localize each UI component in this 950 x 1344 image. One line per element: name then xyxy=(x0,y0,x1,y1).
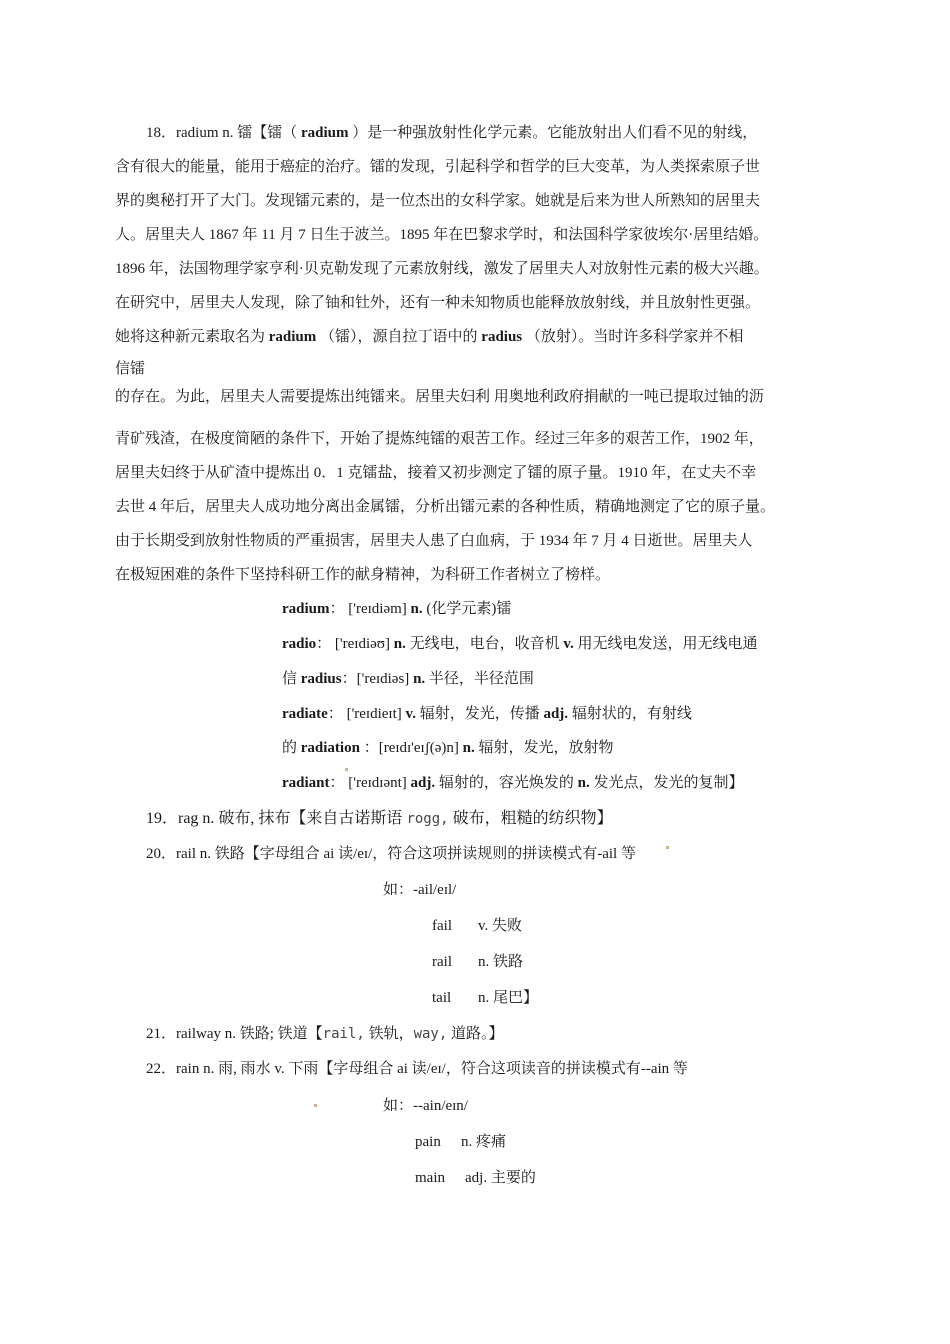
text: 18．radium n. 镭【镭（ xyxy=(146,125,301,141)
text: n. xyxy=(462,740,475,756)
p18-line-7 xyxy=(115,327,743,347)
text: ：['reɪdiəs] xyxy=(341,671,414,687)
p18-line-10: 青矿残渣，在极度简陋的条件下，开始了提炼纯镭的艰苦工作。经过三年多的艰苦工作，1902 年， xyxy=(115,431,764,447)
entry-21 xyxy=(146,1024,504,1044)
p18-line-5: 1896 年，法国物理学家亨利·贝克勒发现了元素放射线，激发了居里夫人对放射性元素的极大兴趣。 xyxy=(115,261,769,277)
p18-line-2: 含有很大的能量，能用于癌症的治疗。镭的发现，引起科学和哲学的巨大变革，为人类探索原子世 xyxy=(115,159,761,175)
text: 用无线电发送，用无线电通 xyxy=(573,636,758,652)
word-radium xyxy=(282,599,511,619)
text: 信 xyxy=(282,671,301,687)
word-radiate xyxy=(282,704,692,724)
text: 21．railway n. 铁路; 铁道【 xyxy=(146,1026,323,1042)
text: radiate xyxy=(282,706,328,722)
text: 辐射的，容光焕发的 xyxy=(435,775,578,791)
text: ： ['reɪdiəm] xyxy=(329,601,411,617)
text: 铁轨， xyxy=(364,1026,414,1042)
text: radiation xyxy=(300,740,360,756)
text: 道路。】 xyxy=(447,1026,504,1042)
word-radiation xyxy=(282,738,613,758)
entry-22-row-pain-def: n. 疼痛 xyxy=(461,1134,507,1150)
p18-line-11: 居里夫妇终于从矿渣中提炼出 0．1 克镭盐，接着又初步测定了镭的原子量。1910 年，在丈夫不幸 xyxy=(115,465,757,481)
entry-20-row-tail-word: tail xyxy=(432,990,452,1006)
text: ： ['reɪdɪənt] xyxy=(329,775,411,791)
text: 她将这种新元素取名为 xyxy=(115,329,269,345)
text: way, xyxy=(413,1026,448,1042)
text: ： ['reɪdiəʊ] xyxy=(316,636,394,652)
text: radium xyxy=(282,601,330,617)
p18-line-14: 在极短困难的条件下坚持科研工作的献身精神，为科研工作者树立了榜样。 xyxy=(115,567,611,583)
text: v. xyxy=(563,636,574,652)
entry-20-row-rail-def: n. 铁路 xyxy=(478,954,524,970)
p18-line-12: 去世 4 年后，居里夫人成功地分离出金属镭，分析出镭元素的各种性质，精确地测定了它的原子量。 xyxy=(115,499,776,515)
entry-20-row-fail-def: v. 失败 xyxy=(478,918,523,934)
text: (化学元素)镭 xyxy=(422,601,512,617)
entry-20: 20．rail n. 铁路【字母组合 ai 读/eɪ/，符合这项拼读规则的拼读模式有-ail 等 xyxy=(146,846,636,862)
p18-line-13: 由于长期受到放射性物质的严重损害，居里夫人患了白血病，于 1934 年 7 月 4 日逝世。居里夫人 xyxy=(115,533,753,549)
text: （镭），源自拉丁语中的 xyxy=(316,329,482,345)
text: rogg, xyxy=(406,811,449,827)
text: ： ['reɪdieɪt] xyxy=(327,706,406,722)
speck-mark xyxy=(314,1104,317,1107)
entry-20-row-fail-word: fail xyxy=(432,918,452,934)
text: 破布，粗糙的纺织物】 xyxy=(448,810,613,827)
text: （放射）。当时许多科学家并不相 xyxy=(522,329,744,345)
text: rail, xyxy=(322,1026,365,1042)
p18-line-3: 界的奥秘打开了大门。发现镭元素的，是一位杰出的女科学家。她就是后来为世人所熟知的居里夫 xyxy=(115,193,761,209)
text: radiant xyxy=(282,775,330,791)
text: n. xyxy=(410,601,423,617)
text: 19．rag n. 破布, 抹布【来自古诺斯语 xyxy=(146,810,407,827)
speck-mark xyxy=(666,846,669,849)
p18-line-9: 的存在。为此，居里夫人需要提炼出纯镭来。居里夫妇利 用奥地利政府捐献的一吨已提取过铀的沥 xyxy=(115,389,764,405)
word-radius xyxy=(282,669,534,689)
entry-22-example-label: 如：--ain/eɪn/ xyxy=(383,1098,468,1114)
p18-line-1 xyxy=(146,123,757,143)
text: n. xyxy=(577,775,590,791)
entry-22: 22．rain n. 雨, 雨水 v. 下雨【字母组合 ai 读/eɪ/，符合这项读音的拼读模式有--ain 等 xyxy=(146,1061,688,1077)
text: v. xyxy=(405,706,416,722)
entry-22-row-main-def: adj. 主要的 xyxy=(465,1170,536,1186)
p18-line-8: 信镭 xyxy=(115,361,146,377)
text: 发光点，发光的复制】 xyxy=(589,775,744,791)
p18-line-4: 人。居里夫人 1867 年 11 月 7 日生于波兰。1895 年在巴黎求学时，和法国科学家彼埃尔·居里结婚。 xyxy=(115,227,769,243)
text: 辐射，发光，放射物 xyxy=(474,740,614,756)
text: ）是一种强放射性化学元素。它能放射出人们看不见的射线， xyxy=(348,125,758,141)
text: adj. xyxy=(543,706,569,722)
text: adj. xyxy=(410,775,436,791)
entry-20-row-rail-word: rail xyxy=(432,954,452,970)
text: radius xyxy=(300,671,342,687)
text: ：[reɪdɪ'eɪʃ(ə)n] xyxy=(359,740,463,756)
text: 的 xyxy=(282,740,301,756)
word-radio xyxy=(282,634,758,654)
word-radiant xyxy=(282,773,744,793)
speck-mark xyxy=(345,768,348,771)
text: 辐射，发光，传播 xyxy=(415,706,544,722)
text: 无线电，电台，收音机 xyxy=(405,636,564,652)
text: 辐射状的，有射线 xyxy=(568,706,692,722)
text: 半径，半径范围 xyxy=(425,671,534,687)
text: radius xyxy=(481,329,523,345)
entry-22-row-main-word: main xyxy=(415,1170,445,1186)
entry-20-example-label: 如：-ail/eɪl/ xyxy=(383,882,457,898)
text: radium xyxy=(268,329,317,345)
entry-20-row-tail-def: n. 尾巴】 xyxy=(478,990,539,1006)
p18-line-6: 在研究中，居里夫人发现，除了铀和钍外，还有一种未知物质也能释放放射线，并且放射性更强。 xyxy=(115,295,761,311)
entry-19 xyxy=(146,809,613,829)
text: radium xyxy=(301,125,349,141)
text: n. xyxy=(413,671,426,687)
entry-22-row-pain-word: pain xyxy=(415,1134,441,1150)
text: n. xyxy=(393,636,406,652)
text: radio xyxy=(282,636,317,652)
